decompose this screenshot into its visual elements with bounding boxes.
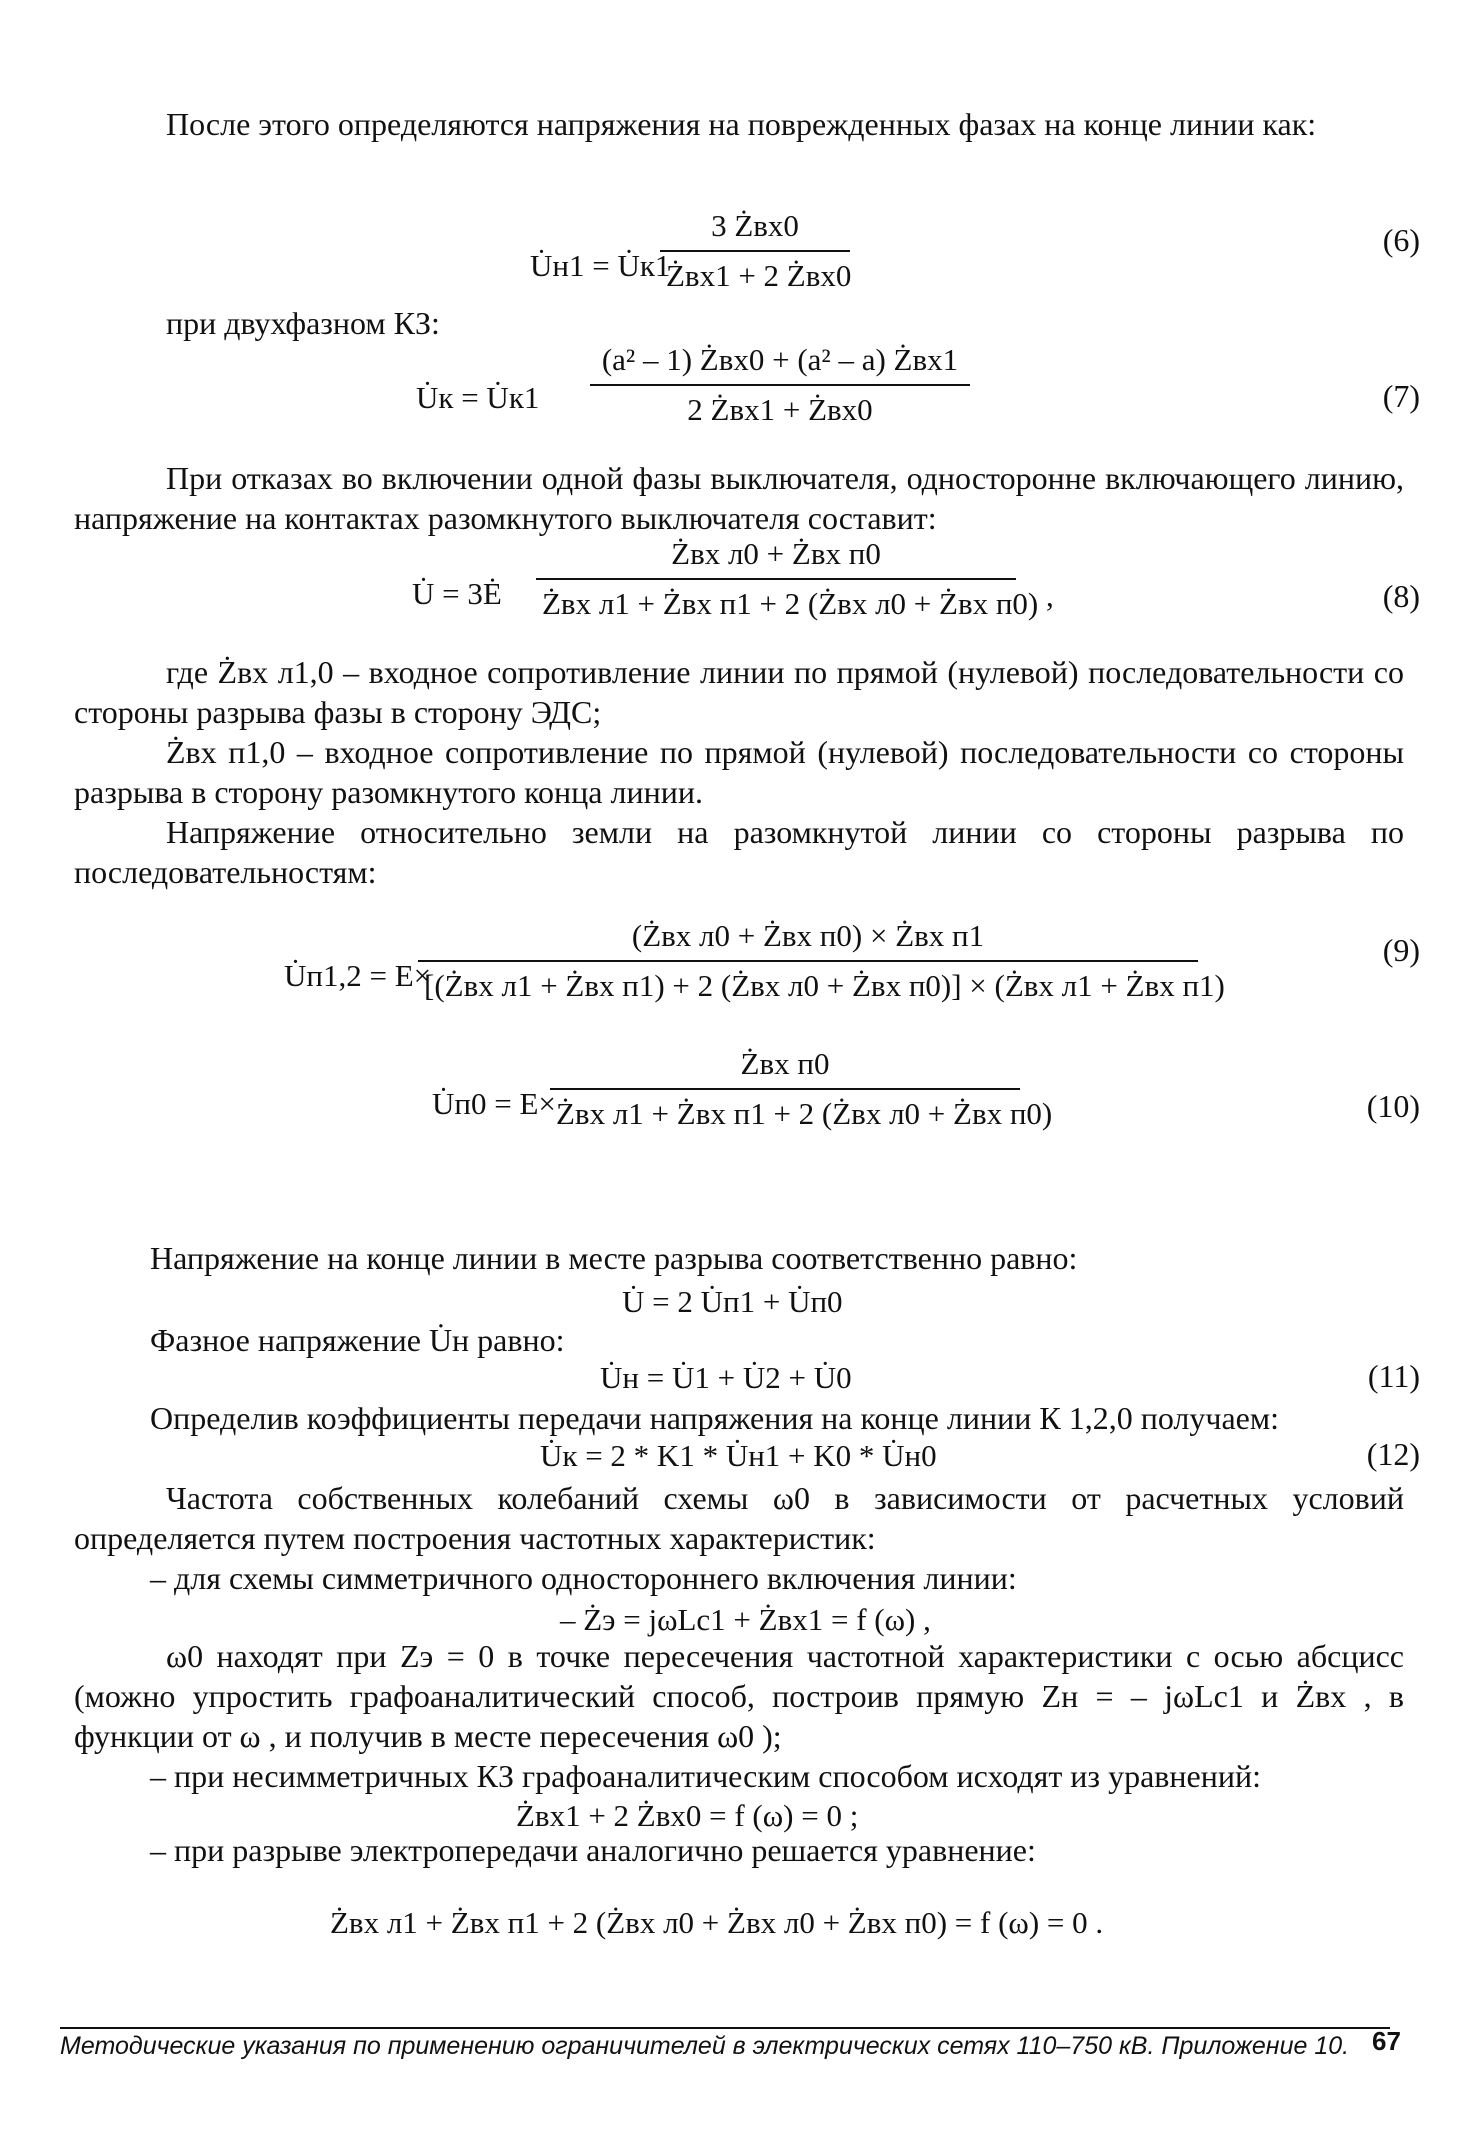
equation-10-number: (10) [1366,1088,1420,1124]
equation-symmetric: – Żэ = jωLс1 + Żвх1 = f (ω) , [560,1602,931,1637]
equation-7-numerator: (a² – 1) Żвх0 + (a² – a) Żвх1 [601,342,959,377]
equation-11: U̇н = U̇1 + U̇2 + U̇0 [600,1360,852,1395]
equation-8-denominator: Żвх л1 + Żвх п1 + 2 (Żвх л0 + Żвх п0) [542,586,1039,621]
equation-6-numerator: 3 Żвх0 [711,208,799,243]
equation-11-number: (11) [1367,1358,1420,1394]
equation-7-number: (7) [1382,378,1420,414]
equation-8-lhs: U̇ = 3Ė [412,576,502,611]
equation-10-denominator: Żвх л1 + Żвх п1 + 2 (Żвх л0 + Żвх п0) [556,1096,1053,1131]
list-item-break: – при разрыве электропередачи аналогично решается уравнение: [150,1832,1036,1868]
equation-7-fraction [590,342,970,428]
page-number: 67 [1372,2026,1401,2056]
paragraph-two-phase: при двухфазном КЗ: [166,305,440,341]
equation-10-numerator: Żвх п0 [740,1046,830,1081]
paragraph-coefficients: Определив коэффициенты передачи напряжения на конце линии К 1,2,0 получаем: [150,1400,1279,1436]
equation-break: U̇ = 2 U̇п1 + U̇п0 [622,1284,843,1319]
equation-9-lhs: U̇п1,2 = E× [284,958,432,993]
list-item-symmetric: – для схемы симметричного одностороннего включения линии: [150,1560,1017,1596]
equation-10-fraction [550,1046,1053,1132]
equation-8-fraction [536,536,1039,622]
equation-12-number: (12) [1366,1436,1420,1472]
page-footer: Методические указания по применению ограничителей в электрических сетях 110–750 кВ. Приложение 10. [60,2032,1350,2060]
paragraph-input-impedance: Żвх п1,0 – входное сопротивление по прямой (нулевой) последовательности со стороны разрыва в сторону разомкнутого конца линии. [74,734,1404,810]
equation-7-lhs: U̇к = U̇к1 [416,380,540,415]
equation-8-comma: , [1046,578,1054,613]
paragraph-natural-frequency: Частота собственных колебаний схемы ω0 в зависимости от расчетных условий определяется путем построения частотных характеристик: [74,1480,1404,1556]
equation-7-denominator: 2 Żвх1 + Żвх0 [687,392,873,427]
list-item-asymmetric: – при несимметричных КЗ графоаналитическим способом исходят из уравнений: [150,1758,1261,1794]
equation-6-number: (6) [1382,222,1420,258]
equation-6-denominator: Żвх1 + 2 Żвх0 [666,258,852,293]
equation-final: Żвх л1 + Żвх п1 + 2 (Żвх л0 + Żвх л0 + Żвх п0) = f (ω) = 0 . [330,1905,1104,1940]
footer-divider [60,2027,1390,2029]
equation-8-number: (8) [1382,578,1420,614]
equation-9-fraction [418,918,1225,1004]
equation-9-numerator: (Żвх л0 + Żвх п0) × Żвх п1 [631,918,985,953]
equation-9-number: (9) [1382,932,1420,968]
paragraph-omega-zero: ω0 находят при Zэ = 0 в точке пересечения частотной характеристики с осью абсцисс (можно упростить графоаналитический способ, построив прямую Zн = – jωLс1 и Żвх , в функции от ω , и получив в месте пересечения ω0 ); [74,1638,1404,1754]
paragraph-intro: После этого определяются напряжения на поврежденных фазах на конце линии как: [166,106,1317,142]
equation-12: U̇к = 2 * K1 * U̇н1 + K0 * U̇н0 [540,1438,937,1473]
paragraph-phase-voltage: Фазное напряжение U̇н равно: [150,1322,565,1358]
equation-9-denominator: [(Żвх л1 + Żвх п1) + 2 (Żвх л0 + Żвх п0)] × (Żвх л1 + Żвх п1) [424,968,1225,1003]
paragraph-where: где Żвх л1,0 – входное сопротивление линии по прямой (нулевой) последовательности со стороны разрыва фазы в сторону ЭДС; [74,654,1404,730]
paragraph-failure: При отказах во включении одной фазы выключателя, односторонне включающего линию, напряжение на контактах разомкнутого выключателя составит: [74,460,1404,536]
equation-asymmetric: Żвх1 + 2 Żвх0 = f (ω) = 0 ; [516,1798,859,1833]
equation-6-lhs: U̇н1 = U̇к1 [530,248,671,283]
equation-10-lhs: U̇п0 = E× [432,1086,556,1121]
paragraph-voltage-ground: Напряжение относительно земли на разомкнутой линии со стороны разрыва по последовательностям: [74,814,1404,890]
paragraph-break-voltage: Напряжение на конце линии в месте разрыва соответственно равно: [150,1240,1078,1276]
equation-6-fraction [660,208,850,294]
equation-8-numerator: Żвх л0 + Żвх п0 [671,536,881,571]
